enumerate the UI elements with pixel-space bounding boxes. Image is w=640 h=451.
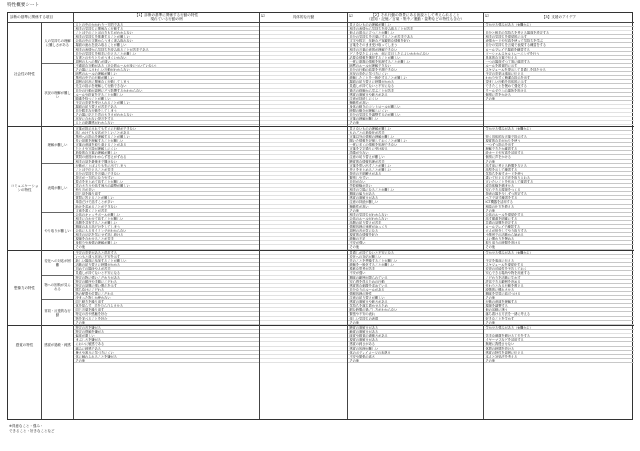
support-row: 気持ちを表すカードを使う [484, 172, 634, 176]
support-row: その他 [484, 321, 634, 325]
behavior-row: 周囲の人への関心が薄い [74, 60, 259, 64]
behavior-row: 同じ言葉を繰り返す [74, 308, 259, 312]
subcategory-label: 感覚が過敏・鈍感 [44, 343, 71, 348]
section-block [484, 251, 634, 326]
hypothesis-row: 語彙が少ない [348, 151, 483, 155]
behavior-row: 会話のキャッチボールが難しい [74, 213, 259, 217]
hypothesis-row: 感覚の処理が難しい [348, 347, 483, 351]
support-row: 振り返りの時間を設ける [484, 241, 634, 245]
category-label: コミュニケーションの特性 [8, 127, 41, 251]
support-row: 段階的に慣れさせる [484, 288, 634, 292]
support-row: 自分の気持ちを言葉で表現する練習をする [484, 43, 634, 47]
strengths-note-line-1: ※得意なこと・強み・ [9, 424, 44, 428]
support-row: スケジュールを視覚化する [484, 263, 634, 267]
section-block [260, 326, 347, 364]
hypothesis-row: 身体の動きのコントロールが難しい [348, 105, 483, 109]
support-row: イヤーマフなどを活用する [484, 338, 634, 342]
behavior-row: 要点をまとめて話すことが難しい [74, 180, 259, 184]
hypothesis-row: 気持ちを落ち着かせるため [348, 304, 483, 308]
hypothesis-row: 緊張や不安の表れ [348, 312, 483, 316]
behavior-row: 場面の切り替えが苦手である [74, 105, 259, 109]
support-row: 落ち着ける方法を一緒に考える [484, 312, 634, 316]
hypothesis-row: 失敗経験が多い [348, 184, 483, 188]
support-row: 代わりとなる行動を教える [484, 284, 634, 288]
behavior-row: 相手の気持ちを推測することが難しい [74, 35, 259, 39]
behavior-row: 新しい場面に参加することが難しい [74, 259, 259, 263]
hypothesis-row: 時間の概念が理解しにくい [348, 109, 483, 113]
strengths-note-line-2: できること・好きなことなど [9, 428, 55, 433]
behavior-row: 暗黙のルールの理解が難しい [74, 72, 259, 76]
hypothesis-row: ものごとの抽象化が苦手 [348, 131, 483, 135]
subcategory-label: 表現が難しい [42, 164, 73, 213]
behavior-row: 物を並べることを好む [74, 317, 259, 321]
hypothesis-row: 相手の気持ちがわからない [348, 213, 483, 217]
hypothesis-row: 柔軟な思考が苦手 [348, 267, 483, 271]
support-row: 発表の場を少しずつ設定する [484, 192, 634, 196]
behavior-row: 興味のある話だけをしてしまう [74, 225, 259, 229]
hypothesis-row: 注意の切り替えが難しい [348, 296, 483, 300]
behavior-row: 質問に答えることが難しい [74, 196, 259, 200]
support-row: 話す前に考える時間を与える [484, 164, 634, 168]
hypothesis-row: その他 [348, 245, 483, 249]
category-column [8, 23, 42, 419]
action-row[interactable] [260, 245, 347, 249]
support-row: 好きなことを生かす [484, 317, 634, 321]
behavior-row: 痛みに鈍感である [74, 347, 259, 351]
support-row: その他 [484, 296, 634, 300]
hypothesis-row: 見通しが持てないと不安になる [348, 84, 483, 88]
behavior-row: 特定の音を嫌がる [74, 326, 259, 330]
section-block [260, 127, 347, 251]
hypothesis-row: 聞いた情報を記憶しておくことが難しい [348, 139, 483, 143]
hypothesis-row: 体のボディイメージの未熟さ [348, 351, 483, 355]
behavior-row: 話題を共有することが難しい [74, 221, 259, 225]
section-block [260, 251, 347, 326]
hypothesis-row: その他 [348, 359, 483, 363]
behavior-row: 言葉の意味を取り違えることがある [74, 143, 259, 147]
support-row: ソーシャルスキルトレーニングを行う [484, 52, 634, 56]
hypothesis-row: 状況の変化に気づきにくい [348, 72, 483, 76]
behavior-row: いつもと違う状況に不安を示す [74, 255, 259, 259]
support-row: その他 [484, 245, 634, 249]
behavior-row: 予定の変更があると混乱する [74, 251, 259, 255]
support-row: 感覚の特性を周囲に伝える [484, 351, 634, 355]
support-row: その他 [484, 359, 634, 363]
support-row: ペアで話す練習をする [484, 196, 634, 200]
action-row[interactable] [260, 359, 347, 363]
hypothesis-row: 必要な情報を選択することが難しい [348, 56, 483, 60]
hypothesis-row: 周囲の音が気になる [348, 229, 483, 233]
hypothesis-row: 一度に複数の情報を処理することが難しい [348, 60, 483, 64]
behavior-row: 不適切な言動がある（社会的ルールが身についていない） [74, 64, 259, 68]
hypothesis-row: 言葉以外の情報の理解が難しい [348, 135, 483, 139]
hypothesis-row: 自分の気持ちを調整するのが難しい [348, 113, 483, 117]
behavior-row: 特定の物に強いこだわりがある [74, 276, 259, 280]
header-behavior-title: 【1】診断の基準に関係する行動の特性 [134, 13, 199, 17]
behavior-row: 活動の切り替えに時間がかかる [74, 263, 259, 267]
hypothesis-row: 相手の表情から気持ちを読み取ることが苦手 [348, 27, 483, 31]
hypothesis-row: 注意の持続が難しい [348, 200, 483, 204]
hypothesis-row: 興味の偏りがある [348, 192, 483, 196]
hypothesis-row: 先のことを想像することが難しい [348, 259, 483, 263]
hypothesis-row: 言葉の理解が難しい [348, 117, 483, 121]
hypothesis-row: 興味の範囲が限られている [348, 276, 483, 280]
section-block [348, 23, 483, 127]
sheet-title: 特性概要シート [7, 3, 40, 8]
support-row: 短く具体的な言葉で指示する [484, 135, 634, 139]
support-row: 生かせる強みがある（※欄から） [484, 127, 634, 131]
behavior-row: 自分の行動が周囲にどう影響するかわからない [74, 89, 259, 93]
section-block [484, 326, 634, 364]
behavior-row: まぶしさを嫌がる [74, 338, 259, 342]
hypothesis-row: 注意の切り替えが難しい [348, 155, 483, 159]
section-block [260, 23, 347, 127]
header-behavior [74, 13, 260, 23]
support-row: 休憩の時間を設ける [484, 347, 634, 351]
support-row: 一つずつ指示を出す [484, 143, 634, 147]
action-row[interactable] [260, 121, 347, 125]
support-row: 相談の仕方を教える [484, 205, 634, 209]
subcategory-label: 変化への対応が困難 [42, 251, 73, 276]
header-support-ideas [484, 13, 634, 23]
support-row: スケジュールを提示して見通しを持たせる [484, 68, 634, 72]
support-row: 書いて伝える方法を取り入れる [484, 176, 634, 180]
behavior-row: 相手の気持ちに関係なく行動する [74, 27, 259, 31]
check-icon: ☑ [485, 13, 489, 18]
hypothesis-row: 会話のルールがわからない [348, 217, 483, 221]
hypothesis-row: その他 [348, 209, 483, 213]
hypothesis-row: 暗黙のルールが理解できない [348, 64, 483, 68]
support-row: ルールを視覚的に示す [484, 64, 634, 68]
behavior-row: 文章を書くことが苦手 [74, 209, 259, 213]
behavior-row: 相手の表情から気持ちを読み取ることが苦手である [74, 48, 259, 52]
behavior-row: 特定の順序や手順にこだわる [74, 280, 259, 284]
behavior-row: 体に触れられることを嫌がる [74, 355, 259, 359]
hypothesis-row: 相手の立場になることが難しい [348, 188, 483, 192]
hypothesis-row: 不安が強い [348, 271, 483, 275]
support-row: 安心できる場所や物を用意する [484, 271, 634, 275]
behavior-row: 言葉が指示されてもすぐに行動ができない [74, 127, 259, 131]
support-row: 生かせる強みがある（※欄から） [484, 251, 634, 255]
header-specific-action [260, 13, 348, 23]
section-block [348, 127, 483, 251]
subcategory-label: 理解が難しい [42, 127, 73, 164]
hypothesis-row: 自信がない [348, 180, 483, 184]
support-row: 大人が仲介してやり取りする [484, 229, 634, 233]
support-row: 苦手な刺激を避ける工夫をする [484, 334, 634, 338]
hypothesis-row: 変化への対応が難しい [348, 255, 483, 259]
support-row: わかりやすく簡潔な指示を出す [484, 76, 634, 80]
behavior-row: 人との距離感がわからない [74, 121, 259, 125]
section-block [484, 23, 634, 127]
support-row: こだわりを活動に生かす [484, 276, 634, 280]
support-row: よい関わりを褒める [484, 237, 634, 241]
header-hypothesis [348, 13, 484, 23]
hypothesis-row: 安心感を得るための行動 [348, 280, 483, 284]
behavior-row: 会話に入るタイミングがわからない [74, 229, 259, 233]
hypothesis-row: 聴覚の過敏さがある [348, 326, 483, 330]
behavior-row: 初めての場所や人が苦手 [74, 267, 259, 271]
support-row: 小集団での活動から始める [484, 233, 634, 237]
strengths-note [9, 424, 55, 433]
behavior-row: 同じ動きを繰り返す [74, 300, 259, 304]
section-block [348, 326, 483, 364]
hypothesis-row: 視覚の過敏さがある [348, 338, 483, 342]
hypothesis-row: 考えをまとめることが難しい [348, 168, 483, 172]
support-row: 安心できる環境をつくる [484, 188, 634, 192]
support-row: 予定の変更は事前に伝える [484, 72, 634, 76]
hypothesis-row: 衝動性が高い [348, 205, 483, 209]
hypothesis-row: 情報処理の特性 [348, 292, 483, 296]
hypothesis-row: 他人の視点に立つことが難しい [348, 31, 483, 35]
behavior-row: 集団への指示を理解することが難しい [74, 135, 259, 139]
support-row: 変更の可能性を予告しておく [484, 267, 634, 271]
behavior-row: 自分の気持ちを相手に伝えることが難しい [74, 52, 259, 56]
behavior-row: 自分の気持ちを言葉にできない [74, 172, 259, 176]
hypothesis-row: 文字や数字、年齢など客観的な情報を好む [348, 39, 483, 43]
behavior-row: 長い説明を理解することが難しい [74, 139, 259, 143]
section-block [74, 326, 259, 364]
hypothesis-row: 自分の気持ちを言葉にすることが苦手である [348, 35, 483, 39]
behavior-row: ルールや約束を守ることが難しい [74, 93, 259, 97]
support-row: 話型を示して練習する [484, 168, 634, 172]
subcategory-label: 物への固執が見られる [42, 276, 73, 301]
support-row: その他 [484, 160, 634, 164]
hypothesis-row: 言葉を思い出すことが難しい [348, 164, 483, 168]
hypothesis-row: 楽しい気持ちの表現 [348, 317, 483, 321]
hypothesis-row: 緊張しやすい [348, 176, 483, 180]
behavior-row: 勝ち負けにこだわる [74, 288, 259, 292]
hypothesis-row: 経験を一般化することが難しい [348, 263, 483, 267]
behavior-row: 話しかけても反応が乏しいことがある [74, 131, 259, 135]
support-row: 理解できたか確認する [484, 147, 634, 151]
behavior-row: 相手に合わせて話すことが難しい [74, 217, 259, 221]
behavior-row: 見通しが持てないと不安になる [74, 271, 259, 275]
support-row: 言いたいことを代弁して確認する [484, 180, 634, 184]
hypothesis-row: 暇な時間の過ごし方がわからない [348, 308, 483, 312]
hypothesis-row: 言葉をそのまま受け取ってしまう [348, 43, 483, 47]
hypothesis-row: 見えないものの理解が難しい [348, 23, 483, 27]
support-row [484, 121, 634, 125]
behavior-row: その場にふさわしい言動がわからない [74, 68, 259, 72]
hypothesis-row: 過去の経験から学ぶことが苦手 [348, 89, 483, 93]
support-row: 行動の意味を理解する [484, 300, 634, 304]
section-block [348, 251, 483, 326]
hypothesis-row: その他 [348, 321, 483, 325]
hypothesis-row: 触覚の過敏さがある [348, 330, 483, 334]
subcategory-column [42, 23, 74, 419]
hypothesis-row: 聴覚的な情報処理が苦手 [348, 160, 483, 164]
header-behavior-examples: 現れている行動の例 [150, 16, 183, 21]
behavior-row: においに敏感である [74, 342, 259, 346]
header-specific-action-label: 具体的な行動 [292, 14, 315, 19]
action-row[interactable] [260, 321, 347, 325]
section-block [74, 127, 259, 251]
support-row: 許容できる範囲を決める [484, 280, 634, 284]
support-row: できたことを褒めて強化する [484, 84, 634, 88]
behavior-row: 体を揺らす、手をひらひらさせる [74, 304, 259, 308]
behavior-row: ことばで伝えることが苦手 [74, 168, 259, 172]
behavior-row: 予定の変更を受け入れることが難しい [74, 101, 259, 105]
support-row: ロールプレイで練習する [484, 225, 634, 229]
hypothesis-row: 相手の言葉の意図が理解できない [348, 48, 483, 52]
support-row: 成功体験を積ませる [484, 184, 634, 188]
header-hypothesis-sub: （認知・記憶／言葉・集中／運動・姿勢などの特性も含む） [366, 16, 465, 21]
behavior-row: 単語だけで話すことが多い [74, 200, 259, 204]
hypothesis-row: 情報処理の速度がゆっくり [348, 225, 483, 229]
hypothesis-row: 不安が強い [348, 241, 483, 245]
hypothesis-row: 視覚的な情報を好む [348, 233, 483, 237]
behavior-row: その他 [74, 245, 259, 249]
hypothesis-row: 感覚的な刺激を求めている [348, 284, 483, 288]
behavior-row: たとえや冗談が理解しにくい [74, 147, 259, 151]
behavior-row: その場に応じた声の大きさがわからない [74, 113, 259, 117]
behavior-row: 特定の音や感触を好む [74, 312, 259, 316]
support-row: 話す順番を明確にする [484, 217, 634, 221]
subcategory-label: 状況の理解が難しい [42, 64, 73, 127]
behavior-row: ことばでのことばのきもちがわからない [74, 31, 259, 35]
section-block [484, 127, 634, 251]
support-row: 視覚的な手がかりを使う [484, 139, 634, 143]
behavior-row: 暑さや寒さに気づきにくい [74, 351, 259, 355]
support-row: ロールプレイで場面を練習する [484, 48, 634, 52]
behavior-row: その他 [74, 321, 259, 325]
support-row: 相手の気持ちを視覚的に示す [484, 35, 634, 39]
hypothesis-row: 自分なりのルールがある [348, 288, 483, 292]
subcategory-label: 常同・反復的な行動 [42, 300, 73, 326]
hypothesis-row: 注意が持続しにくい [348, 97, 483, 101]
hypothesis-row: 味覚や嗅覚の過敏さがある [348, 334, 483, 338]
behavior-row: 順番を待つことが難しい [74, 97, 259, 101]
hypothesis-row: 感覚の過敏さや鈍さがある [348, 93, 483, 97]
hypothesis-row: 感覚の過敏さがある [348, 196, 483, 200]
behavior-row: 行動がことばよりも先に出てしまう [74, 164, 259, 168]
section-block [74, 23, 259, 127]
support-row: 個別に声をかける [484, 155, 634, 159]
hypothesis-row: 言葉を文字通りに受け取る [348, 147, 483, 151]
behavior-row: その他 [74, 359, 259, 363]
behavior-row: 抽象的な言葉の理解が難しい [74, 151, 259, 155]
support-ideas-column [484, 23, 634, 419]
behavior-row: 身振りや表情の理解が難しい [74, 241, 259, 245]
behavior-row: 場面の流れを読み取ることが難しい [74, 43, 259, 47]
behavior-row: 人との中のかかわり一方的である [74, 23, 259, 27]
hypothesis-row: その他 [348, 121, 483, 125]
characteristics-table [7, 12, 633, 420]
behavior-row: 状況に合わない発言をする [74, 117, 259, 121]
support-row: クールダウンの場所を設ける [484, 89, 634, 93]
support-row: その他 [484, 209, 634, 213]
support-row: 具体的な言葉で伝える [484, 56, 634, 60]
behavior-row: 独り言が多い [74, 188, 259, 192]
behavior-column [74, 23, 260, 419]
support-row: 個別に声をかける [484, 93, 634, 97]
behavior-row: 会話の中の文脈からうまく汲み取れない [74, 39, 259, 43]
hypothesis-row: 発音の不明瞭さがある [348, 172, 483, 176]
behavior-row: 集団の中での行動が難しい [74, 76, 259, 80]
behavior-row: 相手の反応を気にせず話し続ける [74, 233, 259, 237]
hypothesis-row: どこを見たらよいか、何に注目したらよいかわからない [348, 52, 483, 56]
support-row: その他 [484, 97, 634, 101]
behavior-row: 物の配置や位置にこだわる [74, 292, 259, 296]
support-row: 興味を学習に結びつける [484, 292, 634, 296]
behavior-row: 発言が一方的になりやすい [74, 176, 259, 180]
behavior-row: 特定の感触を嫌がる [74, 330, 259, 334]
support-row: 生かせる強みがある（※欄から） [484, 23, 634, 27]
support-row: 自分と相手の気持ちを考える場面を設定する [484, 31, 634, 35]
hypothesis-row: 一度に多くの情報を処理できない [348, 143, 483, 147]
behavior-row: 偏食が激しい [74, 334, 259, 338]
hypothesis-row: 感覚の鈍さがある [348, 342, 483, 346]
behavior-row: 周囲の状況に関係なく行動してしまう [74, 80, 259, 84]
support-row: 絵カードや写真を活用する [484, 151, 634, 155]
header-criteria: 診断の基準に関係する項目 [8, 13, 74, 23]
category-label: 社会性の特性 [8, 23, 41, 127]
hypothesis-row: 見通しが持てないと不安になる [348, 251, 483, 255]
subcategory-label: やり取りが難しい [42, 213, 73, 251]
hypothesis-row: 感覚の過敏さや鈍さがある [348, 300, 483, 304]
support-row: ICT機器を活用する [484, 200, 634, 204]
check-icon: ☑ [349, 13, 353, 18]
hypothesis-row: 衝動性が高い [348, 101, 483, 105]
behavior-row: 決まった物しか使わない [74, 296, 259, 300]
behavior-row: 友達とのやりとりがうまくいかない [74, 56, 259, 60]
behavior-row: 先生の指示を理解して行動できない [74, 84, 259, 88]
check-icon: ☑ [261, 13, 265, 18]
support-row: 表情カードや写真を使って気持ちを学ぶ [484, 39, 634, 43]
specific-action-column [260, 23, 348, 419]
section-block [74, 251, 259, 326]
hypothesis-row: 経験の不足 [348, 237, 483, 241]
header-hypothesis-title: 【2】それ行動の背景にある仮説として考えられること [371, 13, 460, 17]
behavior-row: 同じ話を繰り返す [74, 192, 259, 196]
hypothesis-row: 話題の切り替えが苦手 [348, 221, 483, 225]
support-row: 共通の話題を設定する [484, 221, 634, 225]
behavior-row: 特定の話題に強い関心を示す [74, 284, 259, 288]
behavior-row: 助けを求めることができない [74, 205, 259, 209]
behavior-row: 相手の話を最後まで聞けない [74, 160, 259, 164]
behavior-row: 質問の意図がわからず答えがずれる [74, 155, 259, 159]
support-row: 望ましい行動を具体的に示す [484, 80, 634, 84]
category-label: 想像力の特性 [8, 251, 41, 326]
support-row: 無理に我慢させない [484, 342, 634, 346]
hypothesis-column [348, 23, 484, 419]
support-row: 予定を事前に伝える [484, 259, 634, 263]
hypothesis-row: 経験したことを一般化することが難しい [348, 76, 483, 80]
behavior-row: 自分勝手な行動をしてしまう [74, 109, 259, 113]
subcategory-label: 人の気持ちの理解に難しさがある [42, 23, 73, 64]
support-row: 本人と対処法を考える [484, 355, 634, 359]
header-support-ideas-label: 【3】支援のアイデア [541, 14, 577, 19]
hypothesis-row: 自分の行動の結果を予測できない [348, 68, 483, 72]
support-row: 一つの場面ずつ丁寧に確認する [484, 60, 634, 64]
support-row: 生かせる強みがある（※欄から） [484, 326, 634, 330]
behavior-row: 視線を合わせることが苦手 [74, 237, 259, 241]
category-label: 感覚の特性 [15, 342, 34, 347]
support-row: 会話のルールを視覚化する [484, 213, 634, 217]
hypothesis-row: 場面の切り替えに時間がかかる [348, 80, 483, 84]
hypothesis-row: 不安や緊張の高さ [348, 355, 483, 359]
support-row: 他の活動に誘う [484, 308, 634, 312]
behavior-row: 声の大きさや話す速さの調整が難しい [74, 184, 259, 188]
support-row: 環境を調整する [484, 304, 634, 308]
hypothesis-row: 見えないものの理解が難しい [348, 127, 483, 131]
